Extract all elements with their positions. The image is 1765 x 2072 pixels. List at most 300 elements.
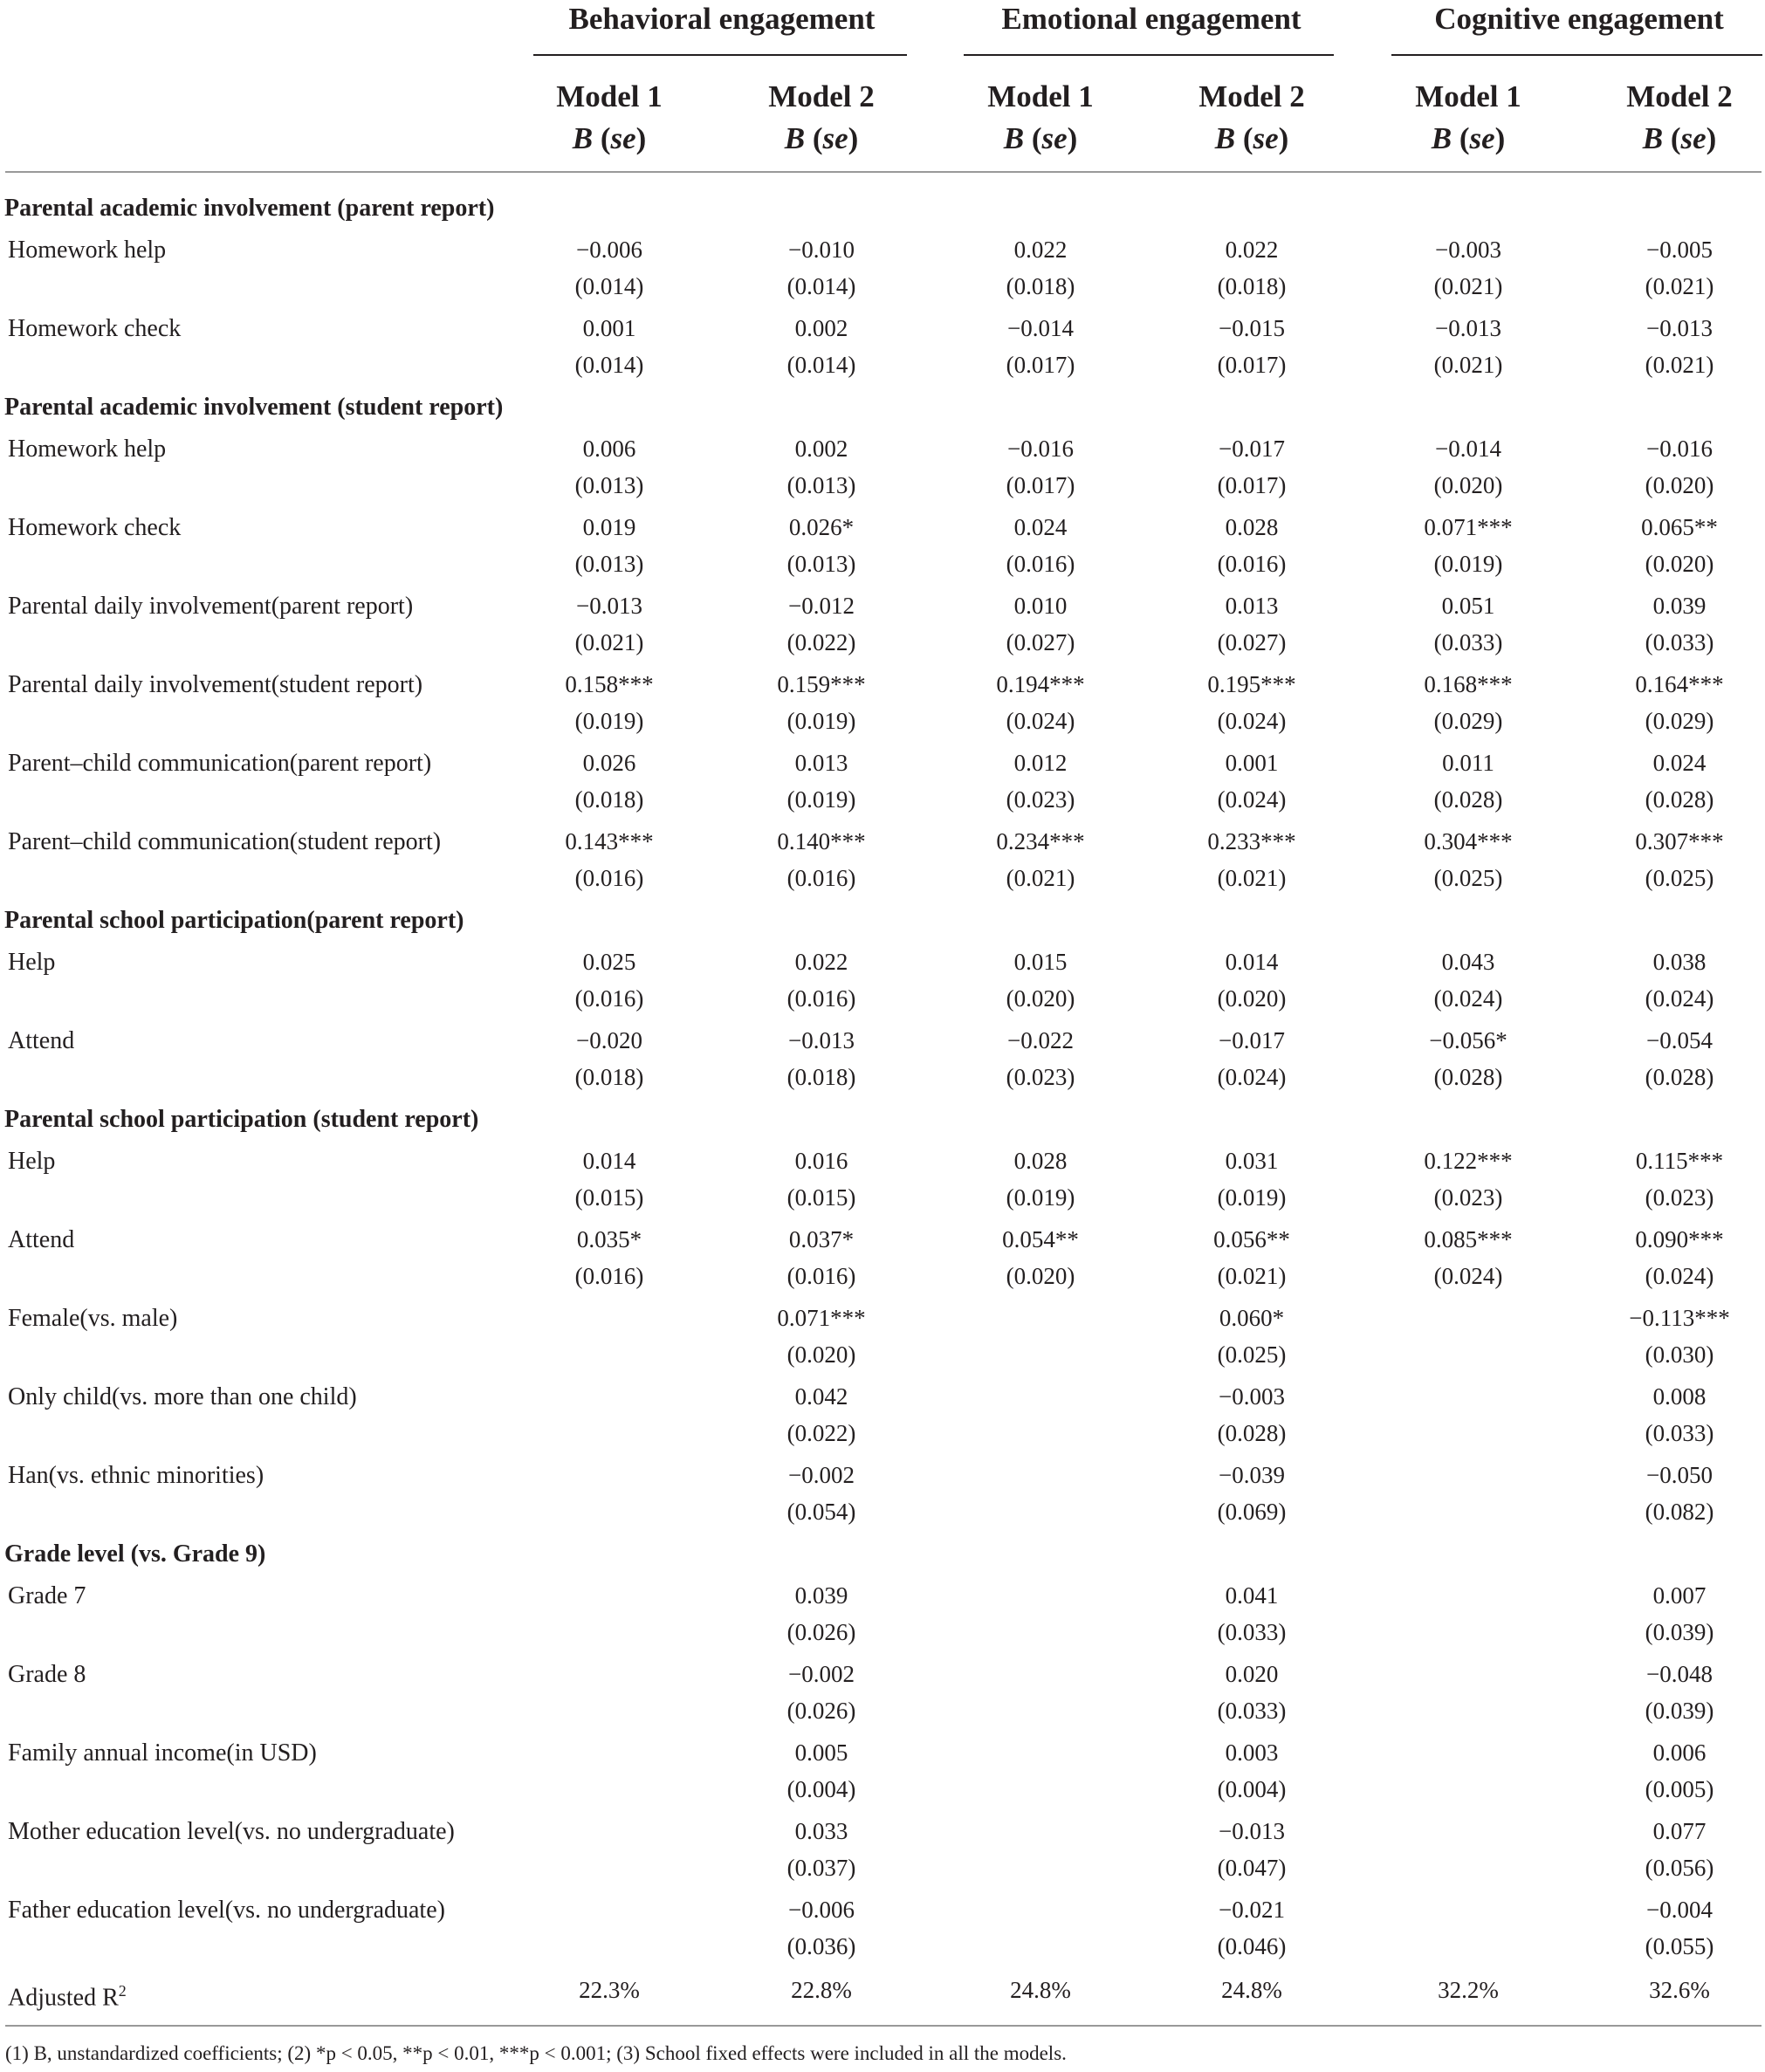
coefficient-value: 0.051 [1441, 593, 1495, 619]
coefficient-value: 0.085*** [1424, 1226, 1513, 1252]
table-cell [1592, 1022, 1765, 1095]
section-header: Grade level (vs. Grade 9) [4, 1540, 266, 1568]
table-cell [1592, 1300, 1765, 1373]
coefficient-value: −0.048 [1646, 1661, 1713, 1687]
coefficient-value: −0.010 [788, 237, 855, 263]
table-cell [734, 1656, 909, 1729]
table-cell [1592, 1577, 1765, 1650]
coefficient-value: 0.090*** [1635, 1226, 1724, 1252]
coefficient-value: 0.001 [1225, 750, 1279, 776]
table-cell [522, 1022, 697, 1095]
table-cell [1164, 310, 1339, 383]
standard-error-value: (0.023) [1645, 1184, 1714, 1211]
table-cell [1592, 430, 1765, 504]
coefficient-value: 0.013 [794, 750, 848, 776]
group-underline-cognitive [1391, 54, 1762, 56]
model-header [1363, 76, 1573, 160]
coefficient-value: −0.016 [1007, 436, 1074, 462]
standard-error-value: (0.018) [1217, 273, 1287, 299]
model-label: Model 1 [556, 79, 663, 113]
coefficient-value: 0.011 [1442, 750, 1494, 776]
coefficient-value: 0.038 [1652, 949, 1707, 975]
table-cell [1592, 1378, 1765, 1451]
coefficient-value: −0.002 [788, 1661, 855, 1687]
table-cell [734, 666, 909, 739]
group-header-cognitive: Cognitive engagement [1434, 2, 1724, 36]
table-cell [522, 1142, 697, 1216]
standard-error-value: (0.005) [1645, 1776, 1714, 1802]
standard-error-value: (0.028) [1645, 786, 1714, 813]
table-cell [1164, 943, 1339, 1017]
standard-error-value: (0.021) [1645, 352, 1714, 378]
table-cell [734, 1142, 909, 1216]
standard-error-value: (0.021) [1433, 352, 1503, 378]
table-cell [1164, 430, 1339, 504]
coefficient-value: −0.022 [1007, 1027, 1074, 1053]
standard-error-value: (0.023) [1433, 1184, 1503, 1211]
adjusted-r2-value: 22.8% [791, 1977, 852, 2003]
coefficient-label: B (se) [1214, 121, 1289, 155]
row-label: Female(vs. male) [8, 1305, 178, 1332]
coefficient-value: 0.143*** [565, 828, 654, 854]
table-cell [1381, 666, 1556, 739]
coefficient-value: 0.002 [794, 436, 848, 462]
table-cell [1592, 587, 1765, 661]
standard-error-value: (0.019) [1006, 1184, 1075, 1211]
standard-error-value: (0.039) [1645, 1698, 1714, 1724]
standard-error-value: (0.018) [574, 786, 644, 813]
table-cell [953, 1142, 1128, 1216]
coefficient-value: −0.020 [576, 1027, 642, 1053]
coefficient-value: 0.060* [1219, 1305, 1285, 1331]
coefficient-value: 0.001 [582, 315, 636, 341]
standard-error-value: (0.028) [1217, 1420, 1287, 1446]
coefficient-value: −0.002 [788, 1462, 855, 1488]
adjusted-r2-label: Adjusted $R^2$ [8, 1982, 127, 2012]
standard-error-value: (0.021) [574, 629, 644, 655]
row-label: Parental daily involvement(parent report) [8, 593, 414, 620]
table-cell [522, 823, 697, 896]
table-cell [953, 509, 1128, 582]
coefficient-value: 0.028 [1013, 1148, 1068, 1174]
coefficient-value: −0.013 [788, 1027, 855, 1053]
coefficient-value: −0.054 [1646, 1027, 1713, 1053]
row-label: Homework check [8, 315, 182, 342]
table-cell [522, 231, 697, 305]
adjusted-r2-value: 22.3% [579, 1977, 640, 2003]
table-cell [1164, 823, 1339, 896]
standard-error-value: (0.026) [786, 1698, 856, 1724]
standard-error-value: (0.020) [1006, 985, 1075, 1012]
coefficient-value: 0.158*** [565, 671, 654, 697]
table-cell [1164, 1891, 1339, 1965]
coefficient-value: −0.050 [1646, 1462, 1713, 1488]
standard-error-value: (0.033) [1433, 629, 1503, 655]
row-label: Homework help [8, 237, 167, 264]
standard-error-value: (0.016) [574, 1263, 644, 1289]
coefficient-value: 0.014 [1225, 949, 1279, 975]
table-cell [734, 1022, 909, 1095]
standard-error-value: (0.020) [1645, 472, 1714, 498]
table-cell [1381, 1022, 1556, 1095]
table-cell [1164, 1813, 1339, 1886]
row-label: Parental daily involvement(student report) [8, 671, 423, 698]
standard-error-value: (0.015) [786, 1184, 856, 1211]
table-cell [1164, 744, 1339, 818]
model-label: Model 1 [987, 79, 1094, 113]
row-label: Attend [8, 1027, 75, 1054]
coefficient-value: 0.140*** [777, 828, 866, 854]
standard-error-value: (0.033) [1645, 629, 1714, 655]
coefficient-value: 0.164*** [1635, 671, 1724, 697]
table-cell [953, 1221, 1128, 1294]
table-cell [522, 509, 697, 582]
table-cell [734, 1813, 909, 1886]
standard-error-value: (0.024) [1645, 985, 1714, 1012]
coefficient-value: −0.012 [788, 593, 855, 619]
table-cell [1592, 1891, 1765, 1965]
table-cell [1592, 1142, 1765, 1216]
standard-error-value: (0.004) [1217, 1776, 1287, 1802]
table-cell [1592, 1656, 1765, 1729]
section-header: Parental academic involvement (student report) [4, 394, 504, 421]
model-header [717, 76, 926, 160]
coefficient-value: 0.026* [788, 514, 855, 540]
standard-error-value: (0.018) [786, 1064, 856, 1090]
coefficient-value: 0.077 [1652, 1818, 1707, 1844]
table-cell [1381, 1142, 1556, 1216]
row-label: Grade 8 [8, 1661, 86, 1688]
coefficient-value: −0.013 [1435, 315, 1501, 341]
coefficient-value: 0.022 [794, 949, 848, 975]
coefficient-value: 0.014 [582, 1148, 636, 1174]
standard-error-value: (0.021) [1433, 273, 1503, 299]
row-label: Han(vs. ethnic minorities) [8, 1462, 264, 1489]
table-cell [734, 1577, 909, 1650]
standard-error-value: (0.019) [786, 708, 856, 734]
coefficient-value: −0.113*** [1629, 1305, 1730, 1331]
table-cell [953, 1022, 1128, 1095]
coefficient-value: 0.056** [1213, 1226, 1290, 1252]
standard-error-value: (0.019) [1433, 551, 1503, 577]
table-cell [522, 666, 697, 739]
row-label: Only child(vs. more than one child) [8, 1383, 357, 1410]
standard-error-value: (0.036) [786, 1933, 856, 1959]
table-cell [953, 666, 1128, 739]
table-cell [1592, 1813, 1765, 1886]
coefficient-value: −0.003 [1219, 1383, 1285, 1410]
table-cell [522, 744, 697, 818]
standard-error-value: (0.025) [1217, 1341, 1287, 1368]
standard-error-value: (0.017) [1006, 352, 1075, 378]
table-footnote: (1) B, unstandardized coefficients; (2) *p < 0.05, **p < 0.01, ***p < 0.001; (3) School fixed effects were included in all the models. [5, 2042, 1067, 2064]
standard-error-value: (0.069) [1217, 1499, 1287, 1525]
standard-error-value: (0.019) [786, 786, 856, 813]
coefficient-value: −0.016 [1646, 436, 1713, 462]
coefficient-value: 0.065** [1641, 514, 1718, 540]
standard-error-value: (0.033) [1217, 1698, 1287, 1724]
row-label: Parent–child communication(parent report) [8, 750, 432, 777]
standard-error-value: (0.029) [1645, 708, 1714, 734]
coefficient-value: 0.071*** [777, 1305, 866, 1331]
standard-error-value: (0.028) [1645, 1064, 1714, 1090]
standard-error-value: (0.020) [1217, 985, 1287, 1012]
standard-error-value: (0.016) [786, 1263, 856, 1289]
group-header-emotional: Emotional engagement [1001, 2, 1301, 36]
row-label: Grade 7 [8, 1582, 86, 1609]
model-label: Model 2 [768, 79, 875, 113]
coefficient-value: 0.005 [794, 1739, 848, 1766]
row-label: Help [8, 1148, 56, 1175]
standard-error-value: (0.023) [1006, 1064, 1075, 1090]
coefficient-value: 0.020 [1225, 1661, 1279, 1687]
table-cell [734, 1891, 909, 1965]
model-label: Model 2 [1626, 79, 1733, 113]
table-cell [1592, 231, 1765, 305]
standard-error-value: (0.021) [1217, 865, 1287, 891]
standard-error-value: (0.056) [1645, 1855, 1714, 1881]
group-header-behavioral: Behavioral engagement [568, 2, 876, 36]
row-label: Family annual income(in USD) [8, 1739, 317, 1767]
standard-error-value: (0.027) [1006, 629, 1075, 655]
coefficient-value: 0.002 [794, 315, 848, 341]
standard-error-value: (0.016) [1006, 551, 1075, 577]
coefficient-label: B (se) [1003, 121, 1078, 155]
coefficient-value: 0.006 [1652, 1739, 1707, 1766]
table-cell [734, 1221, 909, 1294]
coefficient-value: −0.013 [1646, 315, 1713, 341]
coefficient-value: 0.307*** [1635, 828, 1724, 854]
header-rule [5, 171, 1762, 173]
standard-error-value: (0.016) [574, 985, 644, 1012]
coefficient-value: 0.043 [1441, 949, 1495, 975]
coefficient-value: 0.054** [1002, 1226, 1079, 1252]
standard-error-value: (0.013) [574, 472, 644, 498]
table-cell [1592, 823, 1765, 896]
model-header [505, 76, 714, 160]
adjusted-r2-value: 24.8% [1010, 1977, 1071, 2003]
coefficient-value: 0.019 [582, 514, 636, 540]
standard-error-value: (0.014) [574, 352, 644, 378]
table-cell [734, 587, 909, 661]
coefficient-value: 0.234*** [996, 828, 1085, 854]
coefficient-value: −0.004 [1646, 1897, 1713, 1923]
table-cell [522, 1221, 697, 1294]
coefficient-value: 0.015 [1013, 949, 1068, 975]
table-cell [1592, 1734, 1765, 1808]
coefficient-value: 0.233*** [1207, 828, 1296, 854]
coefficient-value: −0.005 [1646, 237, 1713, 263]
standard-error-value: (0.016) [1217, 551, 1287, 577]
table-cell [953, 943, 1128, 1017]
table-cell [734, 310, 909, 383]
standard-error-value: (0.024) [1217, 786, 1287, 813]
group-underline-emotional [964, 54, 1334, 56]
table-cell [1381, 231, 1556, 305]
table-cell [522, 943, 697, 1017]
adjusted-r2-value: 24.8% [1221, 1977, 1282, 2003]
table-cell [1381, 943, 1556, 1017]
row-label: Parent–child communication(student report) [8, 828, 442, 855]
standard-error-value: (0.024) [1433, 1263, 1503, 1289]
standard-error-value: (0.018) [574, 1064, 644, 1090]
table-cell [1164, 1221, 1339, 1294]
coefficient-value: 0.028 [1225, 514, 1279, 540]
coefficient-value: −0.003 [1435, 237, 1501, 263]
coefficient-value: 0.003 [1225, 1739, 1279, 1766]
coefficient-label: B (se) [1642, 121, 1717, 155]
table-cell [1164, 1022, 1339, 1095]
standard-error-value: (0.025) [1645, 865, 1714, 891]
coefficient-value: 0.071*** [1424, 514, 1513, 540]
model-label: Model 2 [1198, 79, 1305, 113]
table-cell [522, 587, 697, 661]
table-cell [1164, 587, 1339, 661]
standard-error-value: (0.037) [786, 1855, 856, 1881]
model-header [1147, 76, 1356, 160]
table-cell [953, 310, 1128, 383]
table-cell [953, 231, 1128, 305]
table-cell [1381, 823, 1556, 896]
standard-error-value: (0.015) [574, 1184, 644, 1211]
model-header [936, 76, 1145, 160]
table-cell [734, 509, 909, 582]
section-header: Parental school participation(parent report) [4, 907, 464, 934]
standard-error-value: (0.014) [786, 273, 856, 299]
standard-error-value: (0.019) [574, 708, 644, 734]
table-cell [734, 1457, 909, 1530]
standard-error-value: (0.046) [1217, 1933, 1287, 1959]
standard-error-value: (0.017) [1006, 472, 1075, 498]
standard-error-value: (0.028) [1433, 786, 1503, 813]
standard-error-value: (0.020) [1433, 472, 1503, 498]
coefficient-value: 0.304*** [1424, 828, 1513, 854]
table-cell [953, 823, 1128, 896]
standard-error-value: (0.024) [1006, 708, 1075, 734]
standard-error-value: (0.017) [1217, 352, 1287, 378]
table-cell [1592, 310, 1765, 383]
coefficient-value: 0.115*** [1635, 1148, 1724, 1174]
standard-error-value: (0.020) [1006, 1263, 1075, 1289]
standard-error-value: (0.026) [786, 1619, 856, 1645]
coefficient-value: 0.010 [1013, 593, 1068, 619]
table-cell [1592, 744, 1765, 818]
coefficient-value: 0.024 [1652, 750, 1707, 776]
table-cell [1381, 587, 1556, 661]
standard-error-value: (0.027) [1217, 629, 1287, 655]
row-label: Father education level(vs. no undergraduate) [8, 1897, 445, 1924]
coefficient-value: 0.024 [1013, 514, 1068, 540]
standard-error-value: (0.029) [1433, 708, 1503, 734]
coefficient-value: 0.035* [576, 1226, 642, 1252]
coefficient-value: 0.012 [1013, 750, 1068, 776]
table-cell [1164, 1577, 1339, 1650]
table-cell [1592, 1221, 1765, 1294]
coefficient-value: −0.021 [1219, 1897, 1285, 1923]
coefficient-value: −0.017 [1219, 1027, 1285, 1053]
standard-error-value: (0.014) [786, 352, 856, 378]
coefficient-value: 0.022 [1225, 237, 1279, 263]
standard-error-value: (0.054) [786, 1499, 856, 1525]
standard-error-value: (0.024) [1217, 1064, 1287, 1090]
section-header: Parental school participation (student report) [4, 1106, 479, 1133]
standard-error-value: (0.082) [1645, 1499, 1714, 1525]
standard-error-value: (0.025) [1433, 865, 1503, 891]
coefficient-value: −0.017 [1219, 436, 1285, 462]
coefficient-value: −0.013 [1219, 1818, 1285, 1844]
table-cell [1164, 231, 1339, 305]
standard-error-value: (0.033) [1217, 1619, 1287, 1645]
table-cell [1164, 509, 1339, 582]
table-cell [734, 823, 909, 896]
coefficient-value: −0.056* [1429, 1027, 1507, 1053]
standard-error-value: (0.024) [1217, 708, 1287, 734]
coefficient-value: 0.159*** [777, 671, 866, 697]
table-cell [1381, 430, 1556, 504]
standard-error-value: (0.020) [1645, 551, 1714, 577]
table-cell [734, 744, 909, 818]
table-cell [734, 1378, 909, 1451]
coefficient-value: 0.195*** [1207, 671, 1296, 697]
section-header: Parental academic involvement (parent report) [4, 195, 495, 222]
standard-error-value: (0.021) [1645, 273, 1714, 299]
table-cell [1381, 509, 1556, 582]
coefficient-value: 0.037* [788, 1226, 855, 1252]
table-cell [1164, 666, 1339, 739]
standard-error-value: (0.055) [1645, 1933, 1714, 1959]
standard-error-value: (0.017) [1217, 472, 1287, 498]
standard-error-value: (0.004) [786, 1776, 856, 1802]
standard-error-value: (0.022) [786, 1420, 856, 1446]
coefficient-value: −0.015 [1219, 315, 1285, 341]
row-label: Homework help [8, 436, 167, 463]
group-underline-behavioral [533, 54, 907, 56]
coefficient-value: 0.033 [794, 1818, 848, 1844]
coefficient-value: 0.168*** [1424, 671, 1513, 697]
table-cell [1164, 1457, 1339, 1530]
table-cell [734, 430, 909, 504]
standard-error-value: (0.024) [1433, 985, 1503, 1012]
standard-error-value: (0.028) [1433, 1064, 1503, 1090]
table-cell [1592, 1457, 1765, 1530]
standard-error-value: (0.013) [574, 551, 644, 577]
standard-error-value: (0.013) [786, 472, 856, 498]
table-cell [1592, 666, 1765, 739]
table-cell [1592, 509, 1765, 582]
coefficient-value: 0.026 [582, 750, 636, 776]
adjusted-r2-value: 32.2% [1438, 1977, 1499, 2003]
table-cell [734, 1300, 909, 1373]
table-cell [522, 430, 697, 504]
table-cell [1592, 943, 1765, 1017]
standard-error-value: (0.047) [1217, 1855, 1287, 1881]
standard-error-value: (0.014) [574, 273, 644, 299]
row-label: Help [8, 949, 56, 976]
model-label: Model 1 [1415, 79, 1521, 113]
row-label: Mother education level(vs. no undergraduate) [8, 1818, 455, 1845]
row-label: Homework check [8, 514, 182, 541]
standard-error-value: (0.016) [574, 865, 644, 891]
table-cell [1381, 744, 1556, 818]
table-cell [734, 943, 909, 1017]
standard-error-value: (0.018) [1006, 273, 1075, 299]
table-cell [734, 231, 909, 305]
coefficient-value: 0.016 [794, 1148, 848, 1174]
table-cell [1164, 1378, 1339, 1451]
coefficient-value: −0.006 [788, 1897, 855, 1923]
coefficient-value: 0.039 [794, 1582, 848, 1609]
table-cell [953, 587, 1128, 661]
